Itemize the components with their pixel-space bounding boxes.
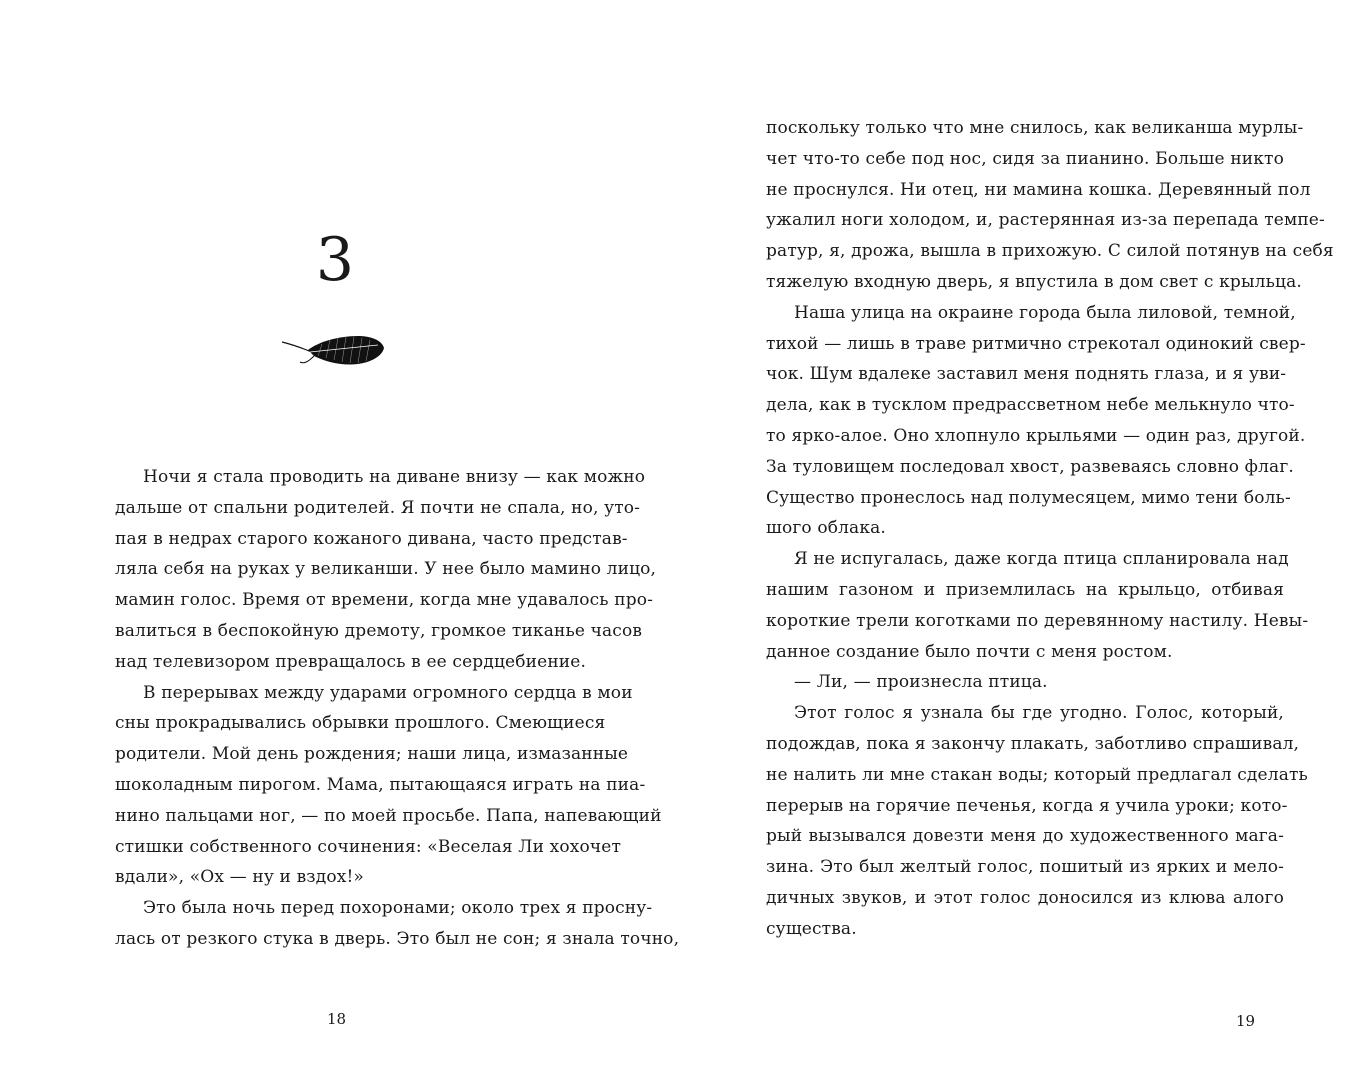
text-line: шоколадным пирогом. Мама, пытающаяся играть на пиа- [115,774,646,795]
page-number-left: 18 [327,1010,347,1028]
text-line: дичных звуков, и этот голос доносился из клюва алого [766,887,1284,908]
page-number-right: 19 [1236,1012,1256,1030]
text-line: нино пальцами ног, — по моей просьбе. Папа, напевающий [115,805,662,826]
text-line: валиться в беспокойную дремоту, громкое тиканье часов [115,620,643,641]
text-line: поскольку только что мне снилось, как великанша мурлы- [766,118,1304,138]
text-line: перерыв на горячие печенья, когда я учила уроки; кото- [766,795,1288,816]
text-line: мамин голос. Время от времени, когда мне удавалось про- [115,590,654,611]
feather-icon [278,328,388,376]
text-line: существа. [766,918,857,939]
text-line: ратур, я, дрожа, вышла в прихожую. С силой потянув на себя [766,241,1334,262]
text-line: короткие трели коготками по деревянному настилу. Невы- [766,610,1309,631]
text-line: то ярко-алое. Оно хлопнуло крыльями — один раз, другой. [766,425,1306,446]
left-page [0,0,684,1080]
text-line: рый вызывался довезти меня до художественного мага- [766,826,1284,847]
text-line: Существо пронеслось над полумесяцем, мимо тени боль- [766,487,1291,508]
text-line: не проснулся. Ни отец, ни мамина кошка. Деревянный пол [766,179,1311,200]
text-line: стишки собственного сочинения: «Веселая Ли хохочет [115,836,622,857]
text-line: шого облака. [766,518,886,539]
text-line: родители. Мой день рождения; наши лица, измазанные [115,744,629,765]
text-line: нашим газоном и приземлилась на крыльцо, отбивая [766,579,1284,600]
left-page-text [115,462,680,955]
text-line: Этот голос я узнала бы где угодно. Голос, который, [794,703,1284,724]
text-line: над телевизором превращалось в ее сердцебиение. [115,651,587,672]
text-line: чет что-то себе под нос, сидя за пианино. Больше никто [766,148,1284,169]
text-line: сны прокрадывались обрывки прошлого. Смеющиеся [115,713,606,734]
text-line: ужалил ноги холодом, и, растерянная из-за перепада темпе- [766,210,1325,231]
text-line: дела, как в тусклом предрассветном небе мелькнуло что- [766,395,1295,416]
text-line: данное создание было почти с меня ростом. [766,641,1173,662]
text-line: чок. Шум вдалеке заставил меня поднять глаза, и я уви- [766,364,1287,385]
text-line: пая в недрах старого кожаного дивана, часто представ- [115,528,628,549]
text-line: Ночи я стала проводить на диване внизу — как можно [143,467,646,487]
right-page-text [766,113,1334,945]
text-line: тихой — лишь в траве ритмично стрекотал одинокий свер- [766,333,1306,354]
chapter-number: 3 [315,225,355,295]
text-line: дальше от спальни родителей. Я почти не спала, но, уто- [115,497,641,518]
text-line: В перерывах между ударами огромного сердца в мои [143,682,633,703]
text-line: тяжелую входную дверь, я впустила в дом свет с крыльца. [766,271,1302,292]
text-line: зина. Это был желтый голос, пошитый из ярких и мело- [766,857,1284,878]
text-line: лась от резкого стука в дверь. Это был не сон; я знала точно, [115,928,680,949]
text-line: Это была ночь перед похоронами; около трех я просну- [143,898,653,919]
text-line: — Ли, — произнесла птица. [794,672,1048,693]
text-line: подождав, пока я закончу плакать, заботливо спрашивал, [766,733,1300,754]
text-line: не налить ли мне стакан воды; который предлагал сделать [766,764,1308,785]
text-line: вдали», «Ох — ну и вздох!» [115,867,364,888]
text-line: Я не испугалась, даже когда птица спланировала над [794,549,1289,570]
text-line: Наша улица на окраине города была лиловой, темной, [794,302,1296,323]
text-line: ляла себя на руках у великанши. У нее было мамино лицо, [115,559,657,580]
right-page [684,0,1369,1080]
text-line: За туловищем последовал хвост, развеваясь словно флаг. [766,456,1294,477]
